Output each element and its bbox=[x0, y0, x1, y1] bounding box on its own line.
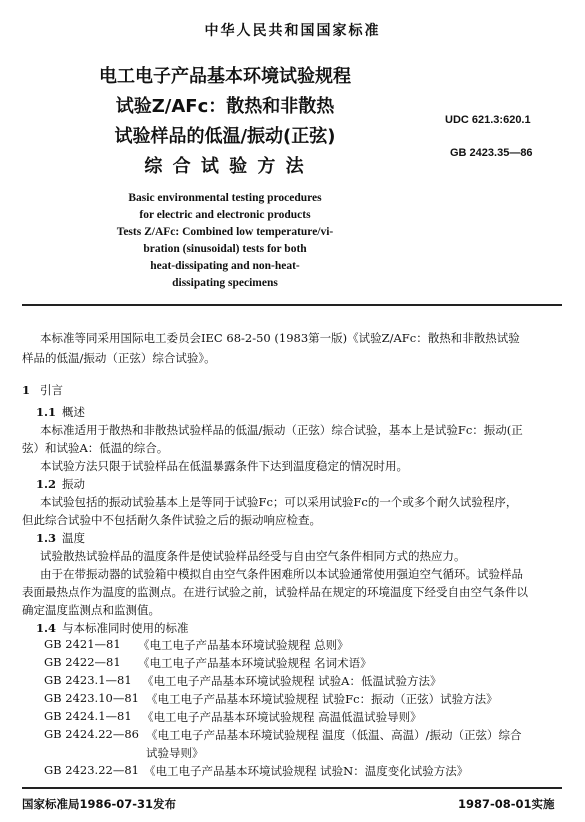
paragraph-line: 确定温度监测点和监测值。 bbox=[22, 603, 160, 617]
intro-line-2: 样品的低温/振动（正弦）综合试验》。 bbox=[22, 351, 216, 365]
english-title-line: for electric and electronic products bbox=[139, 209, 311, 221]
intro-line-1: 本标准等同采用国际电工委员会IEC 68-2-50 (1983第一版)《试验Z/AFc：散热和非散热试验 bbox=[40, 331, 520, 345]
section-number: 1 bbox=[22, 383, 31, 397]
ref-title: 《电工电子产品基本环境试验规程 总则》 bbox=[138, 638, 349, 652]
ref-code: GB 2423.10—81 bbox=[44, 691, 139, 705]
english-title-line: heat-dissipating and non-heat- bbox=[150, 260, 300, 272]
ref-title: 《电工电子产品基本环境试验规程 名词术语》 bbox=[138, 656, 372, 670]
effective-date: 1987-08-01实施 bbox=[458, 797, 555, 811]
title-line-1: 电工电子产品基本环境试验规程 bbox=[99, 66, 351, 87]
subsection-number: 1.2 bbox=[36, 477, 57, 491]
paragraph-line: 本试验包括的振动试验基本上是等同于试验Fc；可以采用试验Fc的一个或多个耐久试验程序， bbox=[40, 495, 518, 509]
section-title: 引言 bbox=[40, 383, 63, 397]
ref-title: 《电工电子产品基本环境试验规程 试验A：低温试验方法》 bbox=[142, 674, 442, 688]
paragraph-line: 本试验方法只限于试验样品在低温暴露条件下达到温度稳定的情况时用。 bbox=[40, 459, 408, 473]
title-line-2: 试验Z/AFc：散热和非散热 bbox=[115, 96, 335, 117]
ref-title: 《电工电子产品基本环境试验规程 试验Fc：振动（正弦）试验方法》 bbox=[146, 692, 498, 706]
gb-code: GB 2423.35—86 bbox=[450, 147, 533, 159]
country-standard-header: 中华人民共和国国家标准 bbox=[204, 23, 381, 39]
subsection-title: 概述 bbox=[62, 405, 85, 419]
subsection-number: 1.3 bbox=[36, 531, 57, 545]
subsection-title: 振动 bbox=[62, 477, 85, 491]
bottom-divider bbox=[22, 787, 562, 789]
title-line-4: 综 合 试 验 方 法 bbox=[144, 156, 306, 177]
paragraph-line: 弦）和试验A：低温的综合。 bbox=[22, 441, 169, 455]
english-title-line: dissipating specimens bbox=[172, 277, 278, 289]
top-divider bbox=[22, 304, 562, 306]
english-title bbox=[70, 190, 380, 292]
english-title-line: Tests Z/AFc: Combined low temperature/vi- bbox=[116, 226, 334, 238]
ref-title-continued: 试验导则》 bbox=[146, 746, 204, 760]
paragraph-line: 试验散热试验样品的温度条件是使试验样品经受与自由空气条件相同方式的热应力。 bbox=[40, 549, 466, 563]
subsection-number: 1.1 bbox=[36, 405, 57, 419]
ref-code: GB 2422—81 bbox=[44, 655, 121, 669]
subsection-title: 与本标准同时使用的标准 bbox=[62, 621, 189, 635]
ref-code: GB 2423.1—81 bbox=[44, 673, 132, 687]
paragraph-line: 但此综合试验中不包括耐久条件试验之后的振动响应检查。 bbox=[22, 513, 321, 527]
paragraph-line: 由于在带振动器的试验箱中模拟自由空气条件困难所以本试验通常使用强迫空气循环。试验样品 bbox=[40, 567, 523, 581]
subsection-number: 1.4 bbox=[36, 621, 57, 635]
paragraph-line: 本标准适用于散热和非散热试验样品的低温/振动（正弦）综合试验，基本上是试验Fc：振动(正 bbox=[40, 423, 523, 437]
title-line-3: 试验样品的低温/振动(正弦) bbox=[114, 126, 336, 147]
udc-code: UDC 621.3:620.1 bbox=[445, 114, 531, 126]
ref-code: GB 2424.1—81 bbox=[44, 709, 132, 723]
english-title-line: Basic environmental testing procedures bbox=[128, 192, 322, 204]
ref-code: GB 2421—81 bbox=[44, 637, 121, 651]
ref-title: 《电工电子产品基本环境试验规程 试验N：温度变化试验方法》 bbox=[144, 764, 469, 778]
subsection-title: 温度 bbox=[62, 531, 85, 545]
english-title-line: bration (sinusoidal) tests for both bbox=[143, 243, 307, 255]
ref-title: 《电工电子产品基本环境试验规程 温度（低温、高温）/振动（正弦）综合 bbox=[146, 728, 522, 742]
ref-code: GB 2424.22—86 bbox=[44, 727, 139, 741]
ref-code: GB 2423.22—81 bbox=[44, 763, 139, 777]
paragraph-line: 表面最热点作为温度的监测点。在进行试验之前，试验样品在规定的环境温度下经受自由空气条件以 bbox=[22, 585, 528, 599]
issue-date: 国家标准局1986-07-31发布 bbox=[22, 797, 177, 811]
ref-title: 《电工电子产品基本环境试验规程 高温低温试验导则》 bbox=[142, 710, 422, 724]
